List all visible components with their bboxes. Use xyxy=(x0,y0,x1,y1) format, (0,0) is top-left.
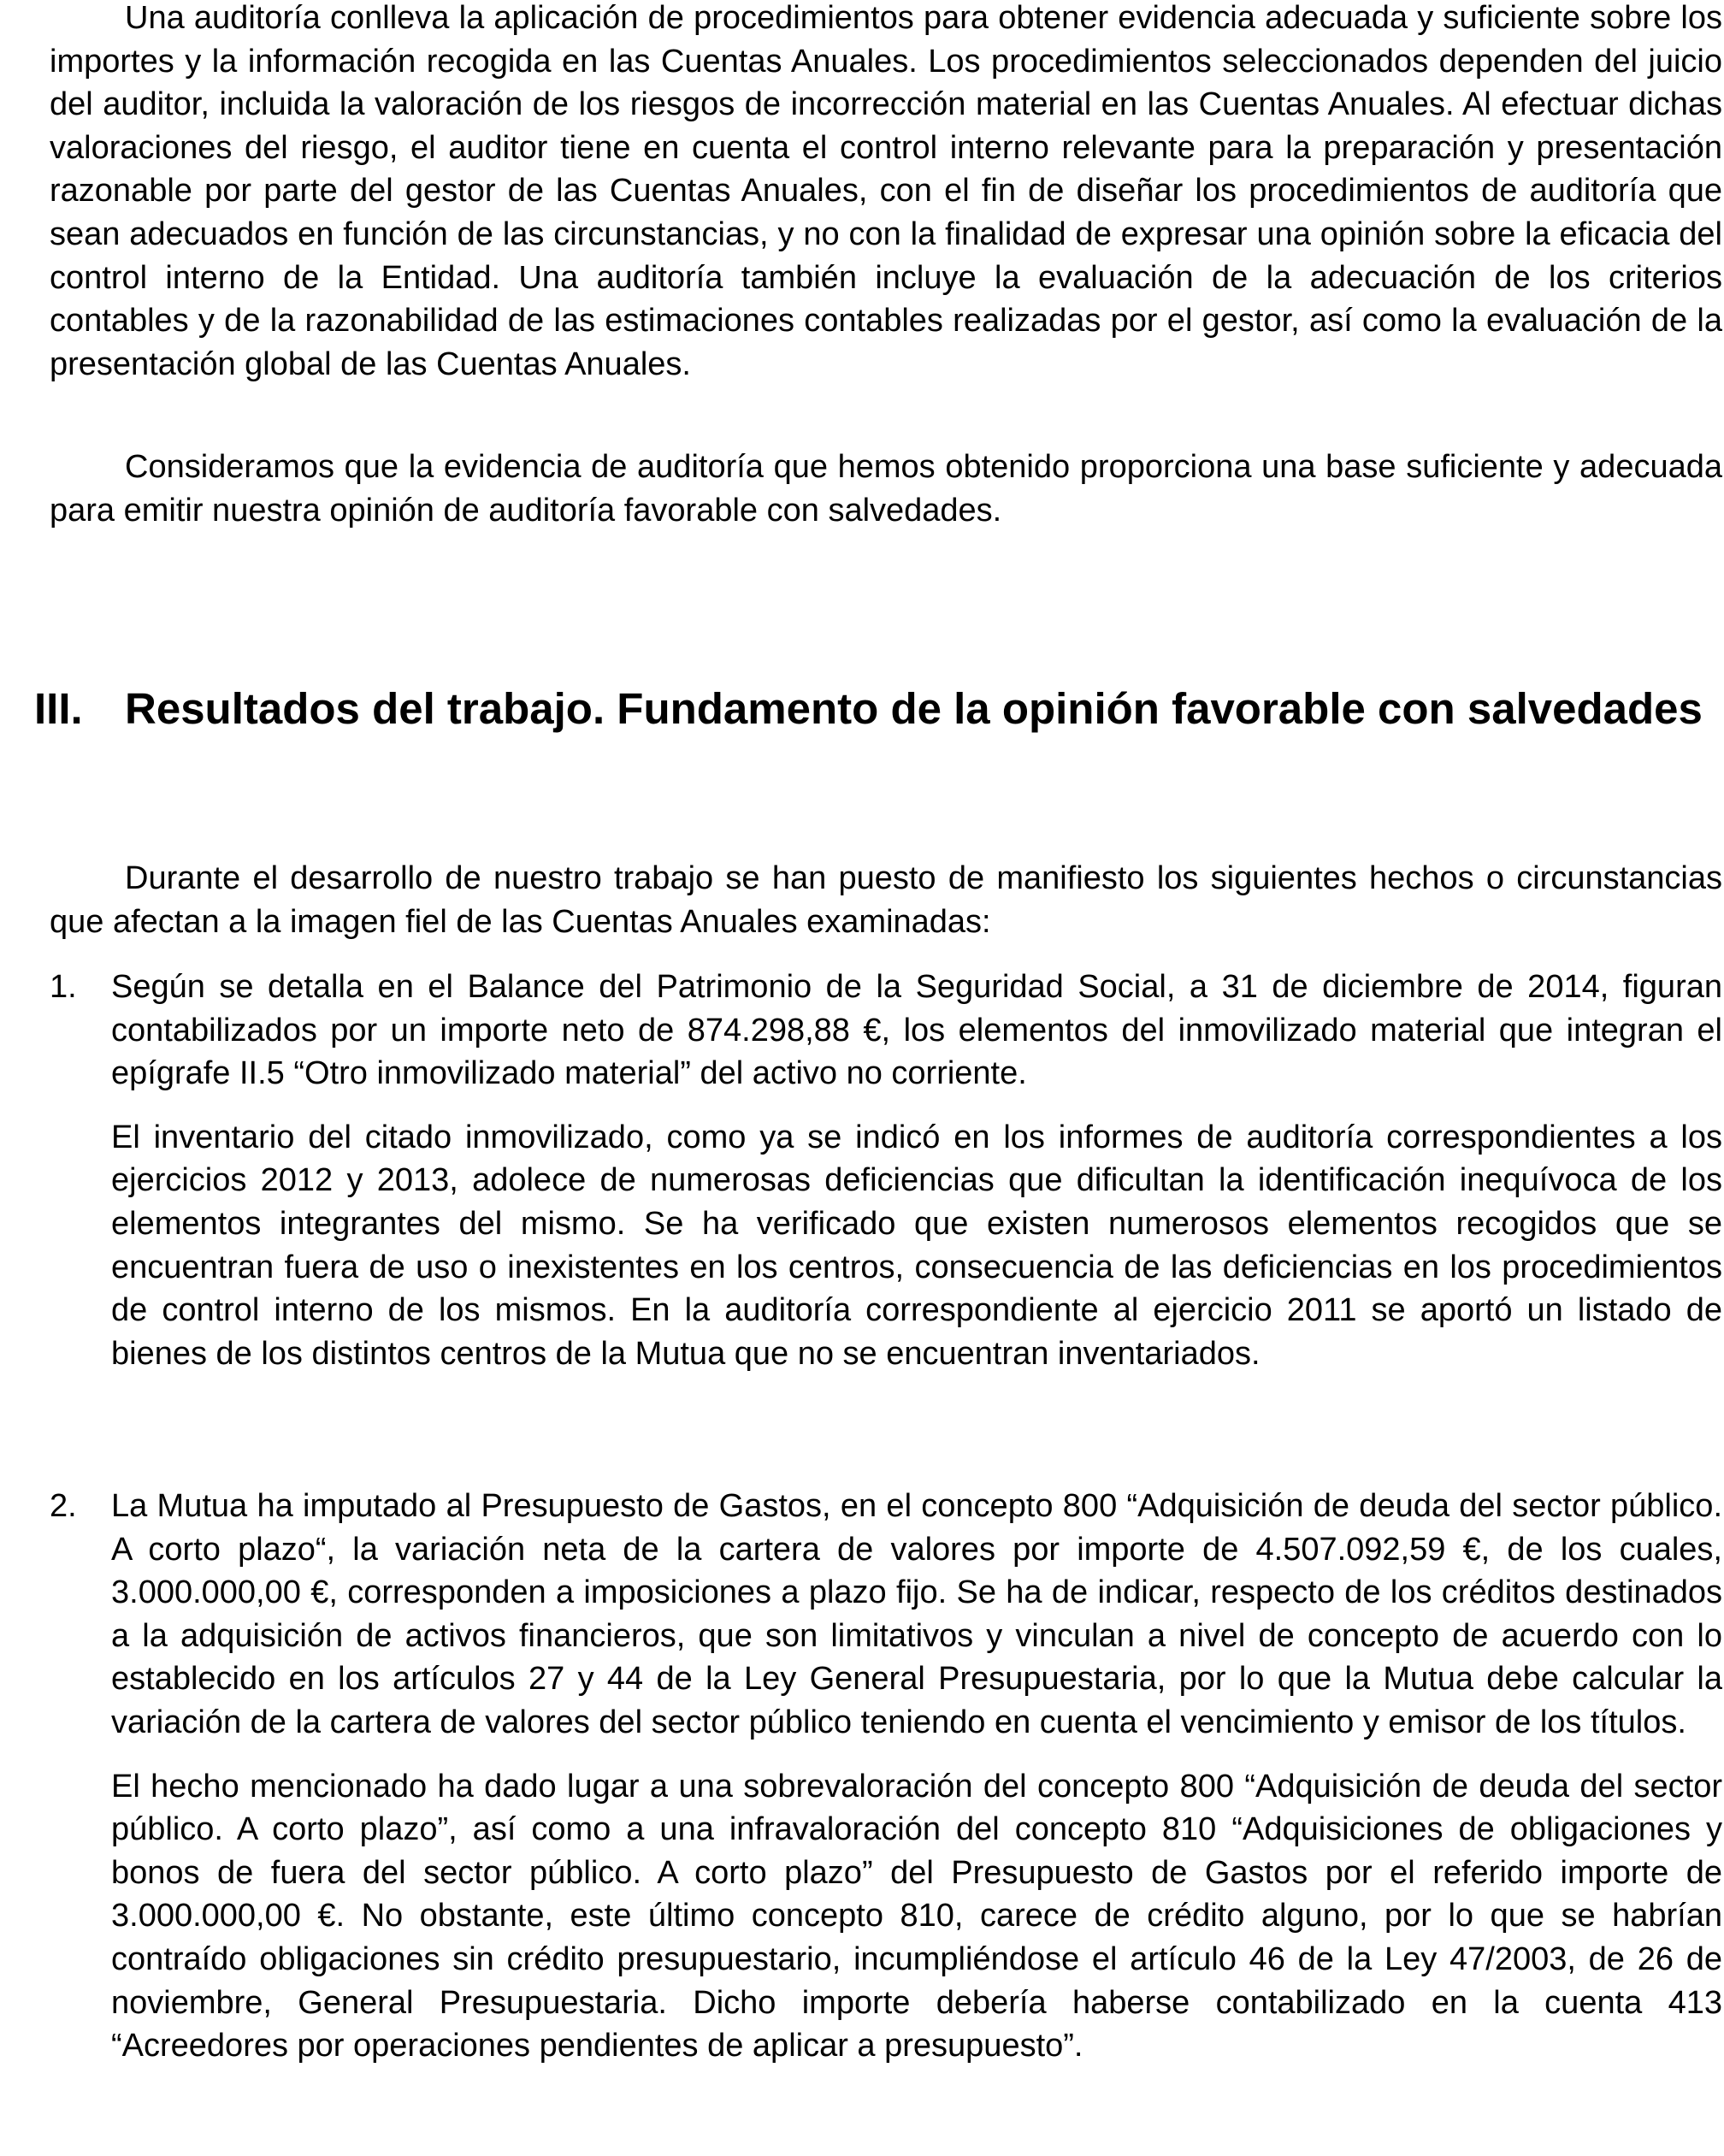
intro-paragraph-audit-procedures: Una auditoría conlleva la aplicación de procedimientos para obtener evidencia adecuada y suficiente sobre los importes y la información recogida en las Cuentas Anuales. Los procedimientos seleccionados dependen del juicio del auditor, incluida la valoración de los riesgos de incorrección material en las Cuentas Anuales. Al efectuar dichas valoraciones del riesgo, el auditor tiene en cuenta el control interno relevante para la preparación y presentación razonable por parte del gestor de las Cuentas Anuales, con el fin de diseñar los procedimientos de auditoría que sean adecuados en función de las circunstancias, y no con la finalidad de expresar una opinión sobre la eficacia del control interno de la Entidad. Una auditoría también incluye la evaluación de la adecuación de los criterios contables y de la razonabilidad de las estimaciones contables realizadas por el gestor, así como la evaluación de la presentación global de las Cuentas Anuales. xyxy=(50,0,1722,382)
list-item-1 xyxy=(50,966,1722,1375)
list-item-paragraph: Según se detalla en el Balance del Patrimonio de la Seguridad Social, a 31 de diciembre de 2014, figuran contabilizados por un importe neto de 874.298,88 €, los elementos del inmovilizado material que integran el epígrafe II.5 “Otro inmovilizado material” del activo no corriente. xyxy=(111,969,1722,1092)
list-item-body xyxy=(111,966,1722,1375)
list-item-paragraph: El hecho mencionado ha dado lugar a una sobrevaloración del concepto 800 “Adquisición de deuda del sector público. A corto plazo”, así como a una infravaloración del concepto 810 “Adquisiciones de obligaciones y bonos de fuera del sector público. A corto plazo” del Presupuesto de Gastos por el referido importe de 3.000.000,00 €. No obstante, este último concepto 810, carece de crédito alguno, por lo que se habrían contraído obligaciones sin crédito presupuestario, incumpliéndose el artículo 46 de la Ley 47/2003, de 26 de noviembre, General Presupuestaria. Dicho importe debería haberse contabilizado en la cuenta 413 “Acreedores por operaciones pendientes de aplicar a presupuesto”. xyxy=(111,1768,1722,2064)
list-item-paragraph: La Mutua ha imputado al Presupuesto de Gastos, en el concepto 800 “Adquisición de deuda del sector público. A corto plazo“, la variación neta de la cartera de valores por importe de 4.507.092,59 €, de los cuales, 3.000.000,00 €, corresponden a imposiciones a plazo fijo. Se ha de indicar, respecto de los créditos destinados a la adquisición de activos financieros, que son limitativos y vinculan a nivel de concepto de acuerdo con lo establecido en los artículos 27 y 44 de la Ley General Presupuestaria, por lo que la Mutua debe calcular la variación de la cartera de valores del sector público teniendo en cuenta el vencimiento y emisor de los títulos. xyxy=(111,1488,1722,1740)
intro-paragraph-audit-evidence: Consideramos que la evidencia de auditoría que hemos obtenido proporciona una base suficiente y adecuada para emitir nuestra opinión de auditoría favorable con salvedades. xyxy=(50,449,1722,529)
section-intro-paragraph: Durante el desarrollo de nuestro trabajo se han puesto de manifiesto los siguientes hechos o circunstancias que afectan a la imagen fiel de las Cuentas Anuales examinadas: xyxy=(50,860,1722,940)
list-item-number: 2. xyxy=(50,1488,77,1524)
list-item-number: 1. xyxy=(50,969,77,1005)
section-title: Resultados del trabajo. Fundamento de la opinión favorable con salvedades xyxy=(125,684,1703,733)
section-number: III. xyxy=(34,684,83,733)
list-item-body xyxy=(111,1485,1722,2068)
list-item-2 xyxy=(50,1485,1722,2068)
section-heading xyxy=(34,681,1722,736)
list-item-paragraph: El inventario del citado inmovilizado, como ya se indicó en los informes de auditoría correspondientes a los ejercicios 2012 y 2013, adolece de numerosas deficiencias que dificultan la identificación inequívoca de los elementos integrantes del mismo. Se ha verificado que existen numerosos elementos recogidos que se encuentran fuera de uso o inexistentes en los centros, consecuencia de las deficiencias en los procedimientos de control interno de los mismos. En la auditoría correspondiente al ejercicio 2011 se aportó un listado de bienes de los distintos centros de la Mutua que no se encuentran inventariados. xyxy=(111,1119,1722,1372)
